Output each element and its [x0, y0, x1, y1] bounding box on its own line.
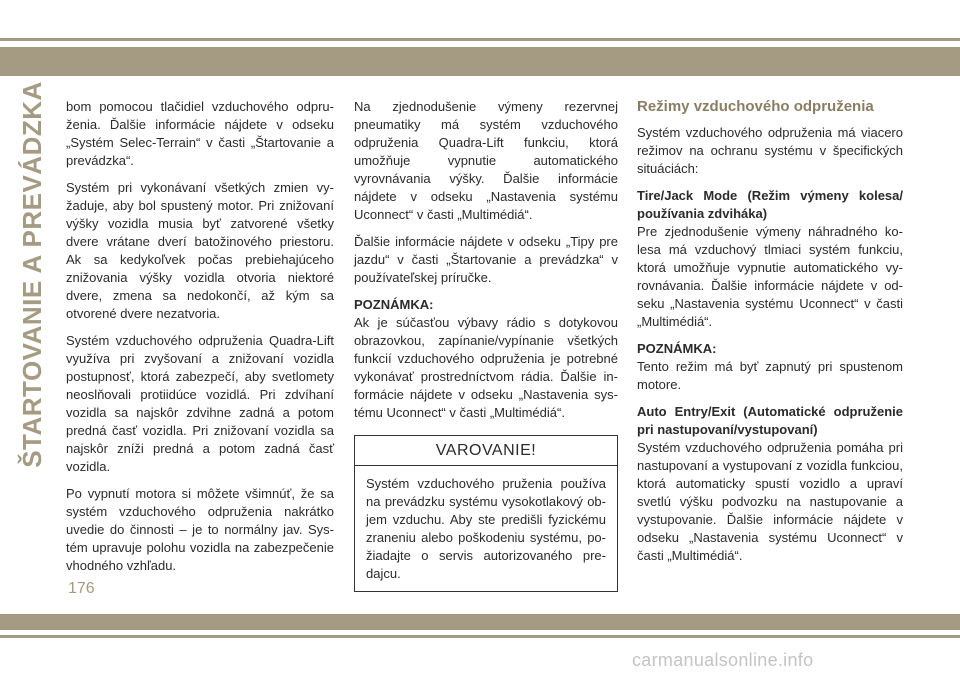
subheading: Tire/Jack Mode (Režim výmeny kolesa/ používania zdviháka): [637, 188, 903, 221]
column-3: [637, 98, 903, 574]
top-bar: [0, 47, 960, 76]
warning-text: Systém vzduchového pruženia používa na prevádzku systému vysokotlakový objem vzduchu. Aby ste predišli fyzickému zraneniu alebo poškodeniu systému, požiadajte o servis autorizovaného predajcu.: [366, 476, 606, 581]
paragraph: Systém vzduchového odpruženia pomáha pri nastupovaní a vystupovaní z vozidla funkciou, ktorá automaticky spustí vozidlo a upraví svetlú výšku podvozku na nastupovanie a vystupovanie. Ďalšie informácie nájdete v odseku „Nastavenia systému Uconnect“ v časti „Multimédiá“.: [637, 440, 903, 563]
paragraph: Systém pri vykonávaní všetkých zmien vyžaduje, aby bol spustený motor. Pri znižovaní výšky vozidla musia byť zatvorené všetky dvere vrátane dverí batožinového priestoru. Ak sa kedykoľvek počas prebiehajúceho znižovania výšky vozidla otvoria niektoré dvere, zmena sa nedokončí, až kým sa otvorené dvere nezatvoria.: [66, 180, 334, 321]
paragraph: bom pomocou tlačidiel vzduchového odpruženia. Ďalšie informácie nájdete v odseku „Systém Selec-Terrain“ v časti „Štartovanie a prevádzka“.: [66, 99, 334, 168]
paragraph: Na zjednodušenie výmeny rezervnej pneumatiky má systém vzduchového odpruženia Quadra-Lift funkciu, ktorá umožňuje vypnutie automatického vyrovnávania výšky. Ďalšie informácie nájdete v odseku „Nastavenia systému Uconnect“ v časti „Multimédiá“.: [354, 99, 618, 222]
section-title: Režimy vzduchového odpruženia: [637, 98, 874, 115]
note-text: Ak je súčasťou výbavy rádio s dotykovou obrazovkou, zapínanie/vypínanie všetkých funkcií vzduchového odpruženia je potrebné vykonávať prostredníctvom rádia. Ďalšie informácie nájdete v odseku „Nastavenia systému Uconnect“ v časti „Multimédiá“.: [354, 315, 618, 420]
paragraph: Po vypnutí motora si môžete všimnúť, že sa systém vzduchového odpruženia nakrátko uvedie do činnosti – je to normálny jav. Systém upravuje polohu vozidla na zabezpečenie vhodného vzhľadu.: [66, 486, 334, 573]
page-number: 176: [68, 580, 95, 597]
subheading: Auto Entry/Exit (Automatické odpruženie pri nastupovaní/vystupovaní): [637, 404, 903, 437]
side-section-label: ŠTARTOVANIE A PREVÁDZKA: [16, 80, 47, 468]
paragraph: Systém vzduchového odpruženia má viacero režimov na ochranu systému v špecifických situáciách:: [637, 125, 903, 176]
column-1: [66, 98, 334, 584]
warning-title: VAROVANIE!: [355, 436, 617, 466]
note-label: POZNÁMKA:: [637, 341, 717, 356]
note-label: POZNÁMKA:: [354, 297, 434, 312]
paragraph: Systém vzduchového odpruženia Quadra-Lift využíva pri zvyšovaní a znižovaní vozidla postupnosť, ktorá zabezpečí, aby svetlomety neoslňovali protiidúce vozidlá. Pri zdvíhaní vozidla sa najskôr zdvihne zadná a potom predná časť vozidla. Pri znižovaní vozidla sa najskôr zníži predná a potom zadná časť vozidla.: [66, 333, 334, 474]
warning-box: [354, 435, 618, 592]
top-stripe: [0, 38, 960, 41]
note-text: Tento režim má byť zapnutý pri spustenom motore.: [637, 359, 903, 392]
bottom-bar: [0, 614, 960, 630]
column-2: [354, 98, 618, 592]
watermark: carmanualsonline.info: [632, 650, 814, 670]
paragraph: Ďalšie informácie nájdete v odseku „Tipy pre jazdu“ v časti „Štartovanie a prevádzka“ v používateľskej príručke.: [354, 234, 618, 285]
bottom-stripe: [0, 635, 960, 638]
side-section-tab: [14, 80, 50, 468]
paragraph: Pre zjednodušenie výmeny náhradného kolesa má vzduchový tlmiaci systém funkciu, ktorá umožňuje vypnutie automatického vyrovnávania. Ďalšie informácie nájdete v odseku „Nastavenia systému Uconnect“ v časti „Multimédiá“.: [637, 224, 903, 329]
